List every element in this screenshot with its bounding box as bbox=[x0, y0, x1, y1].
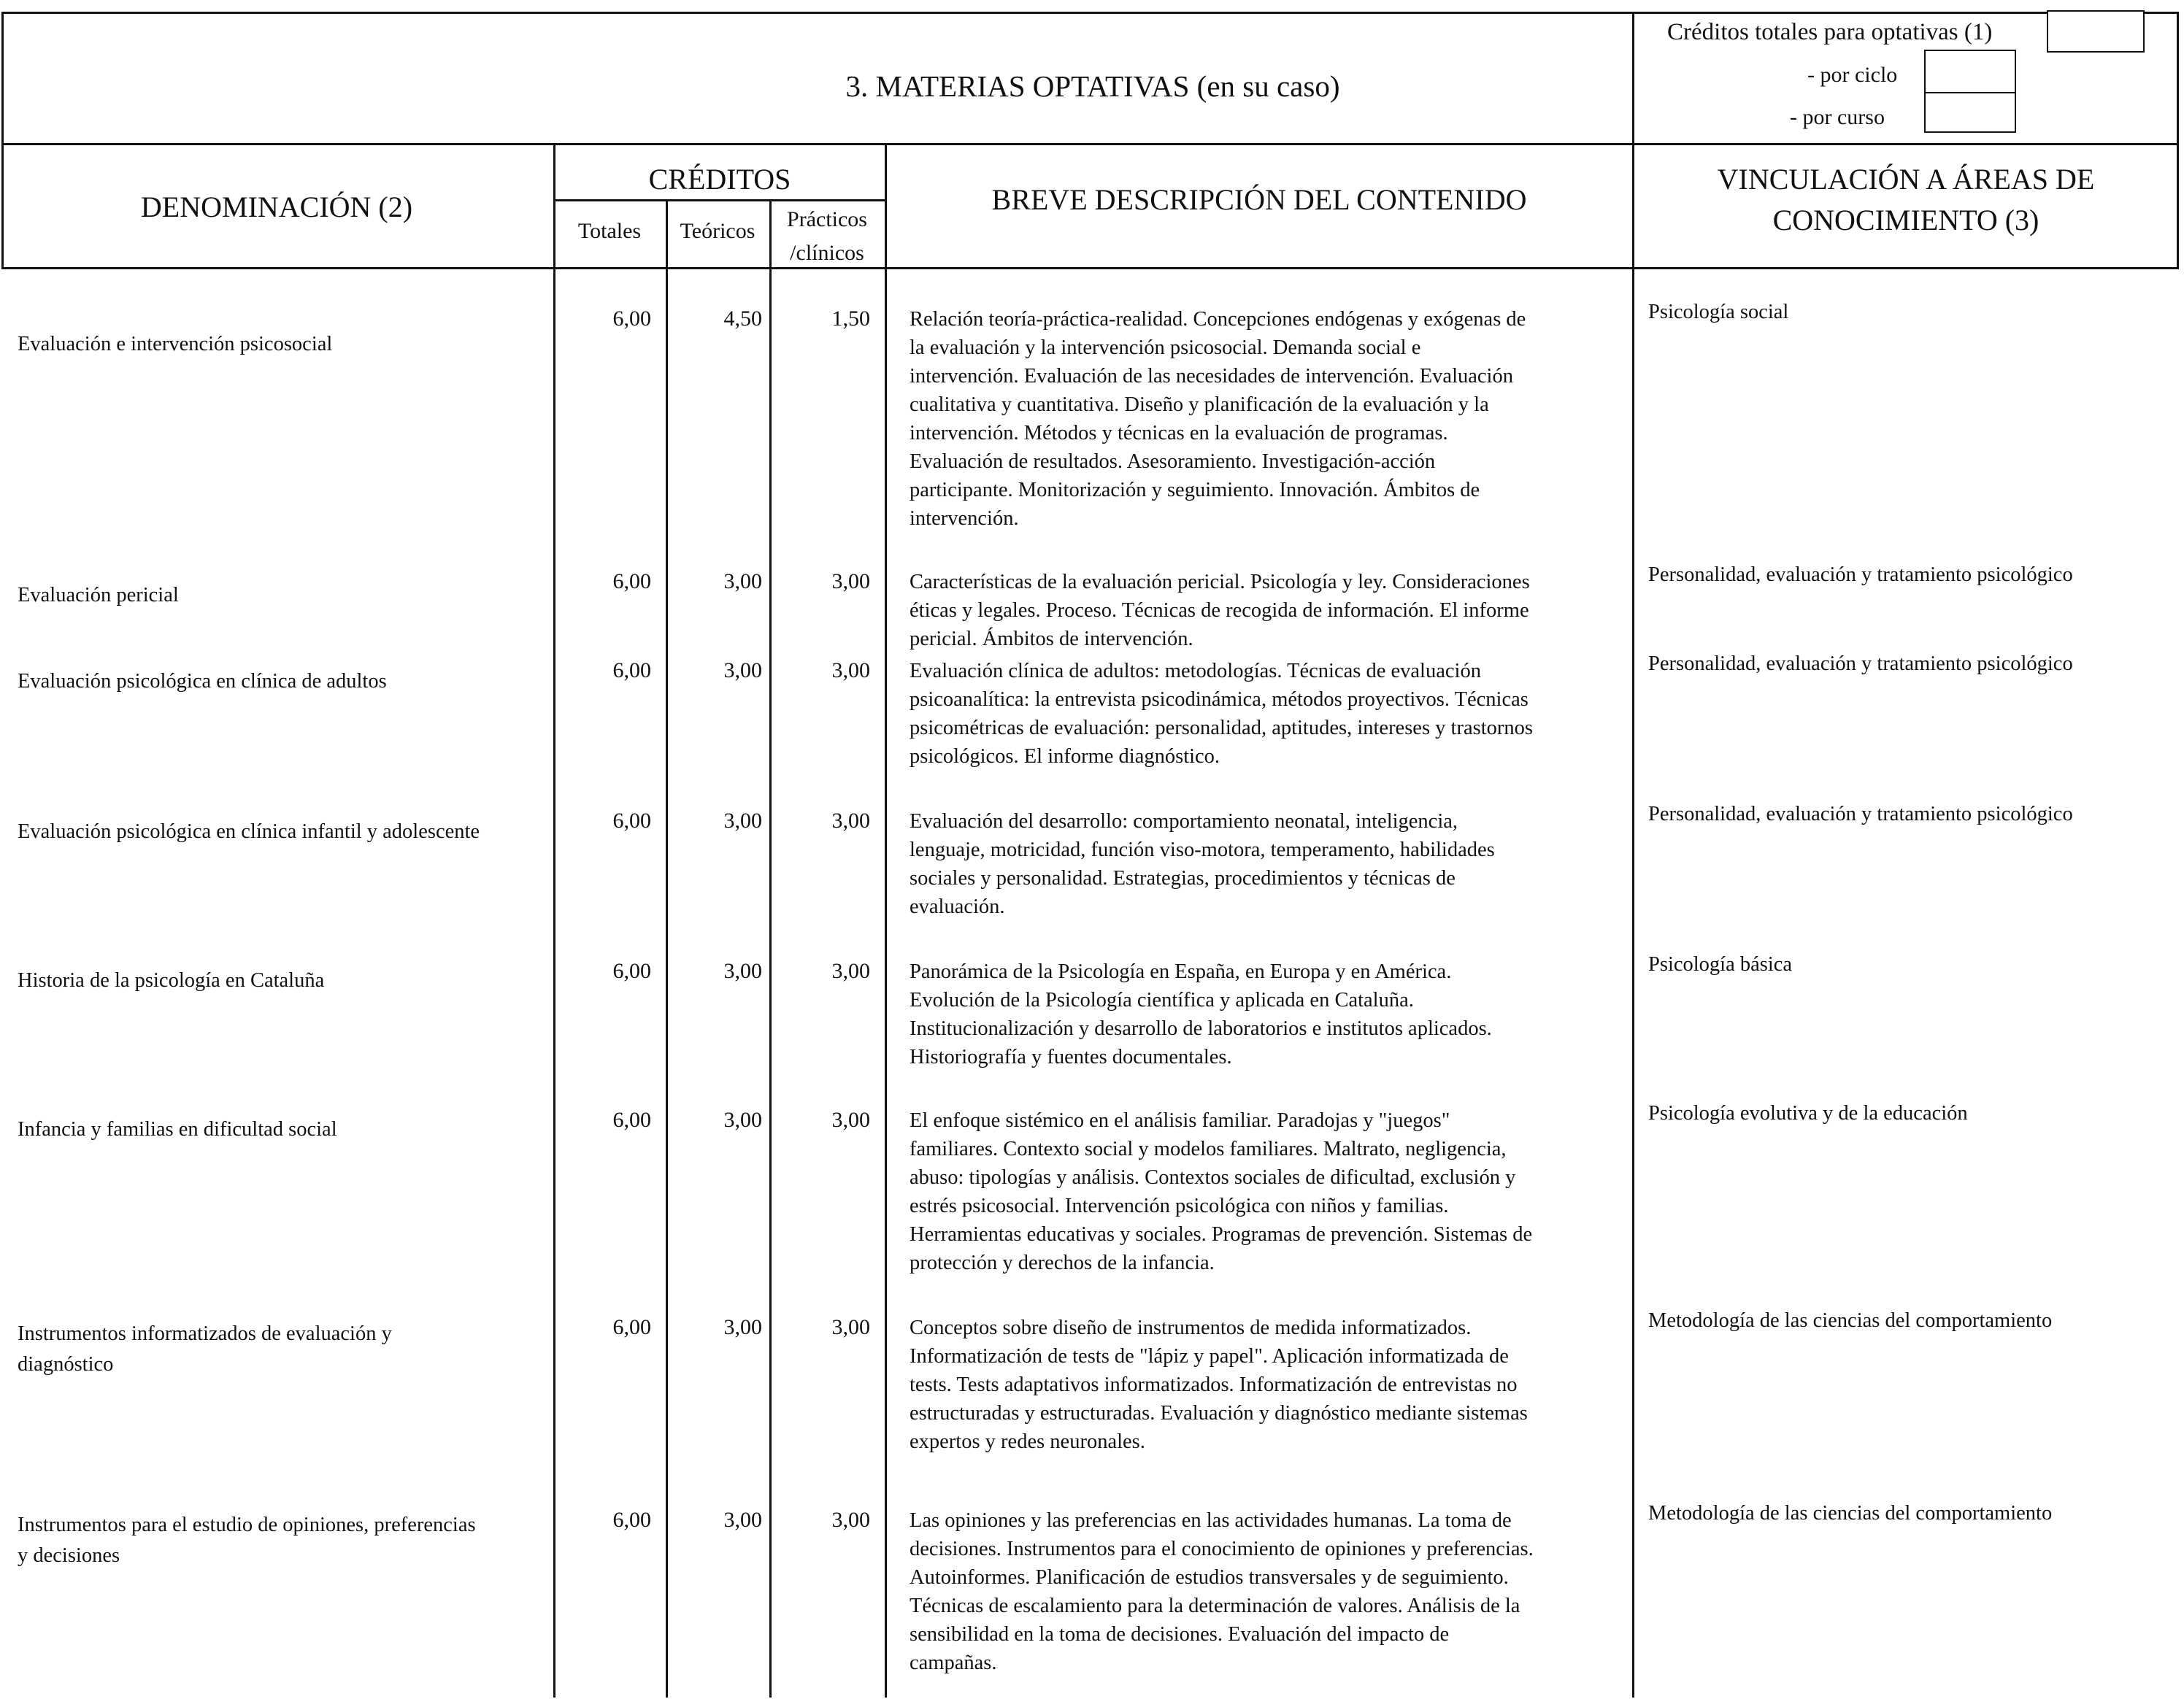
description-line: Evaluación clínica de adultos: metodologías. Técnicas de evaluación bbox=[910, 660, 1481, 682]
credits-practicos: 1,50 bbox=[831, 307, 870, 331]
credits-totales: 6,00 bbox=[612, 1108, 651, 1132]
credits-teoricos: 3,00 bbox=[723, 1108, 762, 1132]
description-line: éticas y legales. Proceso. Técnicas de recogida de información. El informe bbox=[910, 599, 1529, 622]
col-header-clinicos: /clínicos bbox=[790, 241, 864, 265]
credits-practicos: 3,00 bbox=[831, 959, 870, 983]
credits-teoricos: 3,00 bbox=[723, 1508, 762, 1532]
credits-totales: 6,00 bbox=[612, 1508, 651, 1532]
knowledge-area: Personalidad, evaluación y tratamiento psicológico bbox=[1648, 803, 2073, 825]
description-line: El enfoque sistémico en el análisis familiar. Paradojas y "juegos" bbox=[910, 1109, 1450, 1132]
col-header-denominacion: DENOMINACIÓN (2) bbox=[140, 190, 413, 223]
knowledge-area: Personalidad, evaluación y tratamiento psicológico bbox=[1648, 563, 2073, 586]
col-header-vinculacion-2: CONOCIMIENTO (3) bbox=[1772, 204, 2039, 236]
knowledge-area: Metodología de las ciencias del comportamiento bbox=[1648, 1309, 2053, 1332]
description-line: Autoinformes. Planificación de estudios transversales y de seguimiento. bbox=[910, 1566, 1509, 1589]
rule-title-split bbox=[1632, 12, 1634, 145]
description-line: expertos y redes neuronales. bbox=[910, 1430, 1145, 1453]
col-header-vinculacion-1: VINCULACIÓN A ÁREAS DE bbox=[1717, 163, 2095, 196]
description-line: Evaluación del desarrollo: comportamiento neonatal, inteligencia, bbox=[910, 810, 1458, 833]
description-line: decisiones. Instrumentos para el conocimiento de opiniones y preferencias. bbox=[910, 1538, 1534, 1560]
description-line: Las opiniones y las preferencias en las actividades humanas. La toma de bbox=[910, 1509, 1512, 1532]
col-creditos-right bbox=[885, 143, 887, 1698]
subject-name: Evaluación pericial bbox=[18, 584, 179, 606]
credits-practicos: 3,00 bbox=[831, 1108, 870, 1132]
knowledge-area: Psicología básica bbox=[1648, 953, 1793, 976]
credits-teoricos: 3,00 bbox=[723, 1315, 762, 1339]
subject-name: y decisiones bbox=[18, 1544, 120, 1567]
description-line: Historiografía y fuentes documentales. bbox=[910, 1046, 1232, 1068]
description-line: Relación teoría-práctica-realidad. Concepciones endógenas y exógenas de bbox=[910, 308, 1526, 331]
description-line: Institucionalización y desarrollo de laboratorios e institutos aplicados. bbox=[910, 1017, 1492, 1040]
subject-name: Infancia y familias en dificultad social bbox=[18, 1118, 337, 1141]
per-cycle-label: - por ciclo bbox=[1807, 63, 1898, 87]
description-line: psicoanalítica: la entrevista psicodinámica, métodos proyectivos. Técnicas bbox=[910, 688, 1529, 711]
per-cycle-box[interactable] bbox=[1924, 50, 2016, 93]
subject-name: Evaluación e intervención psicosocial bbox=[18, 333, 333, 355]
description-line: Evaluación de resultados. Asesoramiento. Investigación-acción bbox=[910, 450, 1436, 473]
col-header-teoricos: Teóricos bbox=[680, 219, 755, 243]
description-line: Panorámica de la Psicología en España, en Europa y en América. bbox=[910, 960, 1452, 983]
description-line: psicológicos. El informe diagnóstico. bbox=[910, 745, 1220, 768]
description-line: sensibilidad en la toma de decisiones. Evaluación del impacto de bbox=[910, 1623, 1450, 1646]
description-line: la evaluación y la intervención psicosocial. Demanda social e bbox=[910, 336, 1421, 359]
col-descripcion-right bbox=[1632, 143, 1634, 1698]
knowledge-area: Psicología evolutiva y de la educación bbox=[1648, 1102, 1968, 1125]
credits-practicos: 3,00 bbox=[831, 569, 870, 593]
credits-teoricos: 3,00 bbox=[723, 959, 762, 983]
col-header-totales: Totales bbox=[577, 219, 642, 243]
description-line: estrés psicosocial. Intervención psicológica con niños y familias. bbox=[910, 1195, 1449, 1217]
col-totales-right bbox=[666, 199, 668, 1698]
description-line: abuso: tipologías y análisis. Contextos sociales de dificultad, exclusión y bbox=[910, 1166, 1516, 1189]
description-line: Conceptos sobre diseño de instrumentos de medida informatizados. bbox=[910, 1317, 1472, 1339]
col-header-creditos: CRÉDITOS bbox=[648, 163, 791, 196]
col-denominacion-right bbox=[553, 143, 555, 1698]
subject-name: Instrumentos informatizados de evaluación y bbox=[18, 1322, 392, 1345]
credits-practicos: 3,00 bbox=[831, 809, 870, 833]
col-teoricos-right bbox=[769, 199, 772, 1698]
credits-teoricos: 4,50 bbox=[723, 307, 762, 331]
description-line: familiares. Contexto social y modelos familiares. Maltrato, negligencia, bbox=[910, 1138, 1507, 1160]
description-line: lenguaje, motricidad, función viso-motora, temperamento, habilidades bbox=[910, 839, 1495, 861]
knowledge-area: Psicología social bbox=[1648, 301, 1789, 323]
per-course-label: - por curso bbox=[1790, 105, 1885, 129]
credits-practicos: 3,00 bbox=[831, 1315, 870, 1339]
description-line: Herramientas educativas y sociales. Programas de prevención. Sistemas de bbox=[910, 1223, 1533, 1246]
credits-totales: 6,00 bbox=[612, 658, 651, 682]
description-line: intervención. bbox=[910, 507, 1019, 530]
description-line: intervención. Métodos y técnicas en la evaluación de programas. bbox=[910, 422, 1448, 444]
knowledge-area: Personalidad, evaluación y tratamiento psicológico bbox=[1648, 652, 2073, 675]
credits-totales: 6,00 bbox=[612, 569, 651, 593]
description-line: protección y derechos de la infancia. bbox=[910, 1252, 1215, 1274]
description-line: Características de la evaluación pericial. Psicología y ley. Consideraciones bbox=[910, 571, 1530, 593]
description-line: sociales y personalidad. Estrategias, procedimientos y técnicas de bbox=[910, 867, 1456, 890]
rule-title-bottom bbox=[1, 143, 2178, 145]
credits-total-box[interactable] bbox=[2047, 10, 2145, 53]
description-line: participante. Monitorización y seguimiento. Innovación. Ámbitos de bbox=[910, 479, 1480, 501]
credits-totales: 6,00 bbox=[612, 809, 651, 833]
credits-practicos: 3,00 bbox=[831, 1508, 870, 1532]
subject-name: diagnóstico bbox=[18, 1353, 114, 1376]
description-line: Informatización de tests de "lápiz y papel". Aplicación informatizada de bbox=[910, 1345, 1509, 1368]
description-line: Evolución de la Psicología científica y aplicada en Cataluña. bbox=[910, 989, 1414, 1012]
description-line: intervención. Evaluación de las necesidades de intervención. Evaluación bbox=[910, 365, 1513, 388]
description-line: evaluación. bbox=[910, 895, 1005, 918]
description-line: campañas. bbox=[910, 1652, 997, 1674]
description-line: pericial. Ámbitos de intervención. bbox=[910, 628, 1193, 650]
description-line: Técnicas de escalamiento para la determinación de valores. Análisis de la bbox=[910, 1595, 1520, 1617]
rule-top bbox=[1, 12, 2178, 14]
subject-name: Evaluación psicológica en clínica de adultos bbox=[18, 670, 387, 693]
credits-teoricos: 3,00 bbox=[723, 569, 762, 593]
description-line: tests. Tests adaptativos informatizados. Informatización de entrevistas no bbox=[910, 1374, 1518, 1396]
rule-header-bottom bbox=[1, 267, 2178, 269]
col-header-practicos: Prácticos bbox=[787, 207, 867, 231]
credits-totales: 6,00 bbox=[612, 1315, 651, 1339]
credits-practicos: 3,00 bbox=[831, 658, 870, 682]
credits-totales: 6,00 bbox=[612, 959, 651, 983]
description-line: psicométricas de evaluación: personalidad, aptitudes, intereses y trastornos bbox=[910, 717, 1533, 739]
col-header-descripcion: BREVE DESCRIPCIÓN DEL CONTENIDO bbox=[991, 183, 1527, 216]
knowledge-area: Metodología de las ciencias del comportamiento bbox=[1648, 1502, 2053, 1525]
credits-teoricos: 3,00 bbox=[723, 658, 762, 682]
subject-name: Instrumentos para el estudio de opiniones, preferencias bbox=[18, 1514, 476, 1536]
per-course-box[interactable] bbox=[1924, 92, 2016, 133]
credits-total-label: Créditos totales para optativas (1) bbox=[1667, 19, 1993, 45]
description-line: estructuradas y estructuradas. Evaluación y diagnóstico mediante sistemas bbox=[910, 1402, 1528, 1425]
subject-name: Evaluación psicológica en clínica infantil y adolescente bbox=[18, 820, 480, 843]
section-title: 3. MATERIAS OPTATIVAS (en su caso) bbox=[845, 69, 1340, 103]
rule-creditos bbox=[553, 199, 886, 201]
description-line: cualitativa y cuantitativa. Diseño y planificación de la evaluación y la bbox=[910, 393, 1489, 416]
credits-teoricos: 3,00 bbox=[723, 809, 762, 833]
subject-name: Historia de la psicología en Cataluña bbox=[18, 969, 325, 992]
rule-left bbox=[1, 12, 4, 269]
credits-totales: 6,00 bbox=[612, 307, 651, 331]
